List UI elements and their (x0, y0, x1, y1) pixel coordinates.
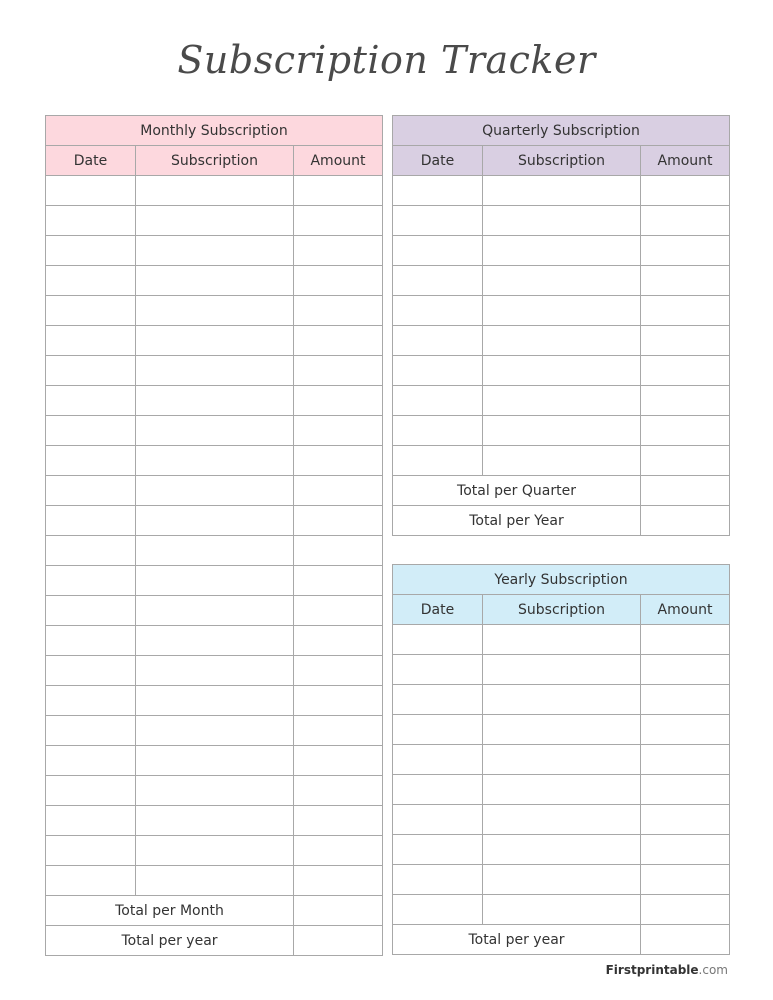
table-row (46, 536, 383, 566)
date-cell[interactable] (393, 266, 483, 296)
table-row (46, 656, 383, 686)
table-row (393, 835, 730, 865)
subscription-cell[interactable] (483, 386, 641, 416)
subscription-cell[interactable] (483, 835, 641, 865)
amount-cell[interactable] (294, 386, 383, 416)
quarterly-table (392, 115, 730, 536)
column-header: Amount (641, 146, 730, 176)
table-row (393, 745, 730, 775)
date-cell[interactable] (46, 686, 136, 716)
monthly-heading: Monthly Subscription (46, 116, 383, 146)
total-row (393, 476, 730, 506)
brand-footer (606, 963, 728, 977)
total-amount-cell[interactable] (294, 926, 383, 956)
table-row (393, 715, 730, 745)
column-header: Amount (294, 146, 383, 176)
subscription-cell[interactable] (136, 596, 294, 626)
subscription-cell[interactable] (136, 536, 294, 566)
date-cell[interactable] (46, 806, 136, 836)
date-cell[interactable] (46, 206, 136, 236)
table-row (393, 266, 730, 296)
table-row (46, 326, 383, 356)
subscription-cell[interactable] (136, 416, 294, 446)
amount-cell[interactable] (294, 776, 383, 806)
date-cell[interactable] (46, 836, 136, 866)
subscription-cell[interactable] (483, 266, 641, 296)
amount-cell[interactable] (641, 865, 730, 895)
table-row (46, 806, 383, 836)
table-row (46, 446, 383, 476)
date-cell[interactable] (393, 386, 483, 416)
table-row (393, 775, 730, 805)
table-row (393, 895, 730, 925)
date-cell[interactable] (393, 775, 483, 805)
date-cell[interactable] (393, 176, 483, 206)
amount-cell[interactable] (294, 506, 383, 536)
monthly-table (45, 115, 383, 956)
amount-cell[interactable] (641, 655, 730, 685)
amount-cell[interactable] (641, 266, 730, 296)
date-cell[interactable] (393, 685, 483, 715)
amount-cell[interactable] (641, 176, 730, 206)
subscription-cell[interactable] (136, 776, 294, 806)
amount-cell[interactable] (294, 536, 383, 566)
total-label: Total per Year (393, 506, 641, 536)
yearly-heading-row (393, 565, 730, 595)
total-row (393, 925, 730, 955)
date-cell[interactable] (46, 236, 136, 266)
date-cell[interactable] (46, 176, 136, 206)
subscription-cell[interactable] (136, 506, 294, 536)
subscription-cell[interactable] (136, 566, 294, 596)
date-cell[interactable] (46, 566, 136, 596)
table-row (393, 805, 730, 835)
total-label: Total per Month (46, 896, 294, 926)
subscription-cell[interactable] (483, 326, 641, 356)
page-title: Subscription Tracker (177, 38, 596, 82)
subscription-cell[interactable] (136, 266, 294, 296)
amount-cell[interactable] (294, 836, 383, 866)
table-row (393, 685, 730, 715)
table-row (46, 296, 383, 326)
date-cell[interactable] (393, 206, 483, 236)
subscription-cell[interactable] (483, 775, 641, 805)
subscription-cell[interactable] (136, 836, 294, 866)
subscription-cell[interactable] (136, 746, 294, 776)
date-cell[interactable] (46, 476, 136, 506)
date-cell[interactable] (393, 895, 483, 925)
table-row (46, 746, 383, 776)
amount-cell[interactable] (294, 296, 383, 326)
subscription-cell[interactable] (136, 716, 294, 746)
amount-cell[interactable] (294, 416, 383, 446)
column-header: Subscription (136, 146, 294, 176)
subscription-cell[interactable] (136, 326, 294, 356)
quarterly-heading: Quarterly Subscription (393, 116, 730, 146)
date-cell[interactable] (46, 716, 136, 746)
date-cell[interactable] (393, 655, 483, 685)
amount-cell[interactable] (294, 746, 383, 776)
table-row (46, 236, 383, 266)
subscription-cell[interactable] (136, 236, 294, 266)
amount-cell[interactable] (641, 326, 730, 356)
amount-cell[interactable] (294, 266, 383, 296)
column-header: Date (393, 595, 483, 625)
subscription-cell[interactable] (483, 895, 641, 925)
table-row (393, 176, 730, 206)
table-row (46, 626, 383, 656)
total-amount-cell[interactable] (641, 506, 730, 536)
table-row (46, 836, 383, 866)
subscription-cell[interactable] (483, 416, 641, 446)
amount-cell[interactable] (641, 236, 730, 266)
amount-cell[interactable] (294, 326, 383, 356)
subscription-cell[interactable] (483, 296, 641, 326)
table-row (46, 776, 383, 806)
amount-cell[interactable] (294, 626, 383, 656)
amount-cell[interactable] (641, 715, 730, 745)
column-header: Subscription (483, 595, 641, 625)
subscription-cell[interactable] (483, 865, 641, 895)
table-row (46, 206, 383, 236)
date-cell[interactable] (46, 746, 136, 776)
table-row (393, 865, 730, 895)
subscription-cell[interactable] (136, 386, 294, 416)
subscription-cell[interactable] (483, 685, 641, 715)
subscription-cell[interactable] (483, 356, 641, 386)
total-amount-cell[interactable] (641, 476, 730, 506)
table-row (393, 356, 730, 386)
amount-cell[interactable] (641, 625, 730, 655)
amount-cell[interactable] (294, 686, 383, 716)
subscription-cell[interactable] (136, 866, 294, 896)
amount-cell[interactable] (294, 806, 383, 836)
date-cell[interactable] (46, 356, 136, 386)
table-row (46, 596, 383, 626)
subscription-cell[interactable] (136, 476, 294, 506)
subscription-cell[interactable] (483, 655, 641, 685)
date-cell[interactable] (46, 416, 136, 446)
quarterly-heading-row (393, 116, 730, 146)
date-cell[interactable] (393, 296, 483, 326)
subscription-cell[interactable] (483, 176, 641, 206)
column-header: Date (46, 146, 136, 176)
amount-cell[interactable] (641, 416, 730, 446)
subscription-cell[interactable] (136, 686, 294, 716)
subscription-cell[interactable] (483, 745, 641, 775)
amount-cell[interactable] (641, 446, 730, 476)
total-row (46, 926, 383, 956)
date-cell[interactable] (393, 356, 483, 386)
table-row (46, 866, 383, 896)
total-amount-cell[interactable] (641, 925, 730, 955)
table-row (46, 266, 383, 296)
column-header: Date (393, 146, 483, 176)
date-cell[interactable] (393, 745, 483, 775)
subscription-cell[interactable] (136, 656, 294, 686)
subscription-cell[interactable] (483, 206, 641, 236)
table-row (393, 625, 730, 655)
date-cell[interactable] (393, 625, 483, 655)
table-row (393, 386, 730, 416)
quarterly-column-headers (393, 146, 730, 176)
date-cell[interactable] (46, 296, 136, 326)
table-row (46, 476, 383, 506)
date-cell[interactable] (46, 506, 136, 536)
date-cell[interactable] (46, 776, 136, 806)
date-cell[interactable] (393, 326, 483, 356)
yearly-table (392, 564, 730, 955)
total-label: Total per Quarter (393, 476, 641, 506)
subscription-cell[interactable] (136, 626, 294, 656)
amount-cell[interactable] (294, 476, 383, 506)
total-row (393, 506, 730, 536)
table-row (393, 655, 730, 685)
amount-cell[interactable] (641, 805, 730, 835)
table-row (46, 176, 383, 206)
date-cell[interactable] (393, 416, 483, 446)
date-cell[interactable] (393, 715, 483, 745)
subscription-cell[interactable] (136, 806, 294, 836)
total-row (46, 896, 383, 926)
amount-cell[interactable] (294, 716, 383, 746)
table-row (46, 716, 383, 746)
date-cell[interactable] (46, 536, 136, 566)
date-cell[interactable] (393, 805, 483, 835)
amount-cell[interactable] (294, 446, 383, 476)
date-cell[interactable] (46, 446, 136, 476)
subscription-cell[interactable] (483, 236, 641, 266)
subscription-cell[interactable] (136, 206, 294, 236)
subscription-cell[interactable] (136, 296, 294, 326)
subscription-cell[interactable] (483, 446, 641, 476)
table-row (393, 206, 730, 236)
subscription-cell[interactable] (483, 805, 641, 835)
date-cell[interactable] (393, 865, 483, 895)
monthly-column-headers (46, 146, 383, 176)
date-cell[interactable] (46, 326, 136, 356)
amount-cell[interactable] (641, 745, 730, 775)
total-label: Total per year (46, 926, 294, 956)
amount-cell[interactable] (294, 866, 383, 896)
table-row (393, 326, 730, 356)
monthly-heading-row (46, 116, 383, 146)
table-row (46, 686, 383, 716)
brand-tld: .com (698, 963, 728, 977)
total-amount-cell[interactable] (294, 896, 383, 926)
table-row (46, 566, 383, 596)
brand-name: Firstprintable (605, 963, 699, 977)
amount-cell[interactable] (294, 566, 383, 596)
table-row (393, 236, 730, 266)
table-row (393, 446, 730, 476)
amount-cell[interactable] (294, 596, 383, 626)
date-cell[interactable] (46, 266, 136, 296)
table-row (393, 416, 730, 446)
subscription-cell[interactable] (136, 446, 294, 476)
date-cell[interactable] (393, 446, 483, 476)
date-cell[interactable] (393, 835, 483, 865)
amount-cell[interactable] (294, 206, 383, 236)
date-cell[interactable] (46, 656, 136, 686)
amount-cell[interactable] (641, 386, 730, 416)
column-header: Amount (641, 595, 730, 625)
date-cell[interactable] (393, 236, 483, 266)
amount-cell[interactable] (294, 176, 383, 206)
amount-cell[interactable] (641, 775, 730, 805)
date-cell[interactable] (46, 596, 136, 626)
yearly-heading: Yearly Subscription (393, 565, 730, 595)
table-row (46, 386, 383, 416)
amount-cell[interactable] (641, 685, 730, 715)
subscription-cell[interactable] (483, 715, 641, 745)
subscription-cell[interactable] (136, 176, 294, 206)
amount-cell[interactable] (641, 356, 730, 386)
yearly-column-headers (393, 595, 730, 625)
date-cell[interactable] (46, 386, 136, 416)
amount-cell[interactable] (641, 835, 730, 865)
table-row (46, 416, 383, 446)
subscription-cell[interactable] (483, 625, 641, 655)
subscription-cell[interactable] (136, 356, 294, 386)
table-row (46, 356, 383, 386)
column-header: Subscription (483, 146, 641, 176)
amount-cell[interactable] (641, 296, 730, 326)
amount-cell[interactable] (294, 656, 383, 686)
table-row (393, 296, 730, 326)
amount-cell[interactable] (641, 895, 730, 925)
amount-cell[interactable] (641, 206, 730, 236)
amount-cell[interactable] (294, 236, 383, 266)
total-label: Total per year (393, 925, 641, 955)
date-cell[interactable] (46, 866, 136, 896)
amount-cell[interactable] (294, 356, 383, 386)
table-row (46, 506, 383, 536)
date-cell[interactable] (46, 626, 136, 656)
